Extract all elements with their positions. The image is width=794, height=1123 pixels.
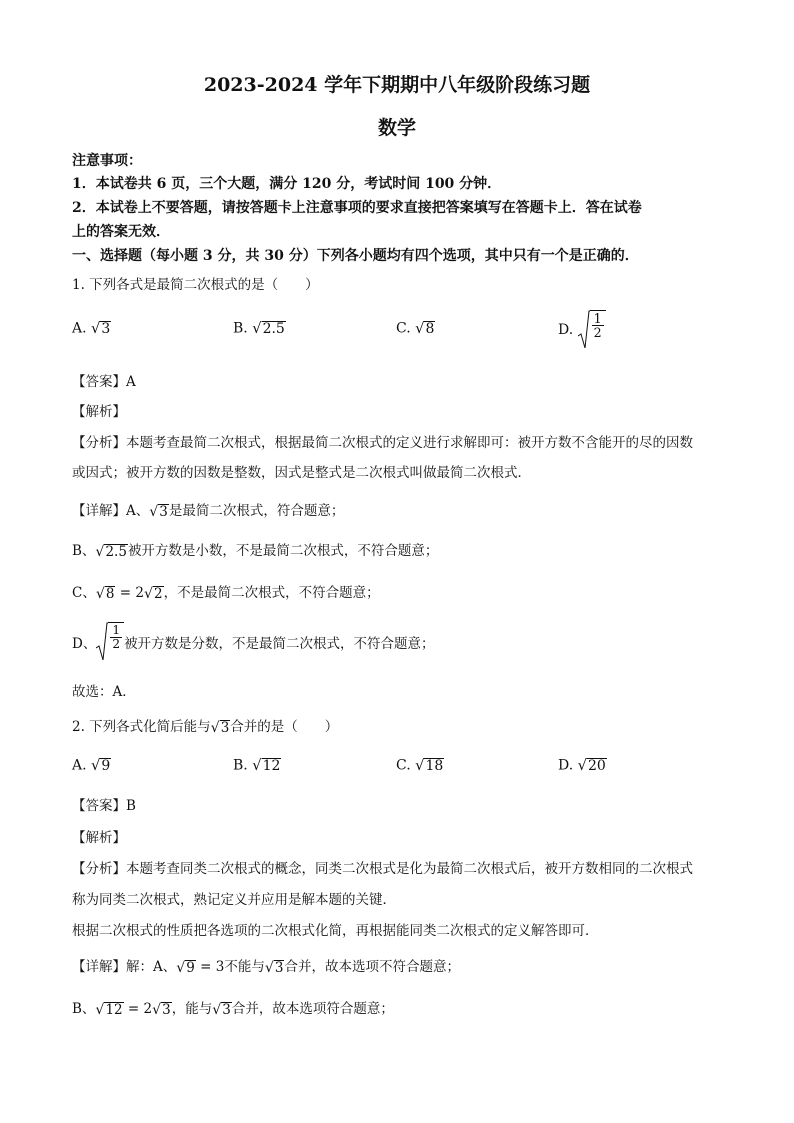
radicand: 12 — [262, 758, 281, 774]
detail-prefix: B、 — [72, 543, 96, 559]
sqrt-expression: √2.5 — [95, 543, 127, 560]
radicand: 2.5 — [262, 321, 285, 337]
question-1-answer — [72, 370, 136, 390]
question-1-detail-b — [72, 539, 438, 560]
detail-prefix: C、 — [72, 585, 96, 601]
radicand: 3 — [159, 503, 168, 520]
subject-title: 数学 — [377, 117, 416, 139]
stem-text: 2. 下列各式化简后能与 — [72, 719, 211, 735]
detail-prefix: D、 — [72, 636, 97, 652]
question-2-answer — [72, 794, 136, 814]
question-1-option-c — [396, 320, 435, 337]
radicand: 18 — [425, 758, 444, 774]
sqrt-expression: √3 — [210, 719, 230, 736]
answer-value: A — [126, 374, 136, 390]
detail-text: ，不是最简二次根式，不符合题意； — [163, 585, 380, 601]
radicand: 9 — [101, 758, 111, 774]
question-1-detail-c — [72, 581, 380, 602]
sqrt-expression: √12 — [252, 757, 281, 774]
detail-prefix: 解：A、 — [126, 959, 177, 975]
question-2-option-b — [233, 757, 281, 774]
detail-prefix: A、 — [126, 503, 150, 519]
notes-item-2a: 2．本试卷上不要答题，请按答题卡上注意事项的要求直接把答案填写在答题卡上．答在试卷 — [72, 200, 642, 216]
detail-text: 合并，故本选项符合题意； — [231, 1001, 394, 1017]
detail-text: 被开方数是小数，不是最简二次根式，不符合题意； — [127, 543, 439, 559]
question-2-option-c — [396, 757, 444, 774]
answer-value: B — [126, 798, 136, 814]
question-2-option-d — [558, 757, 607, 774]
sqrt-fraction-expression — [96, 622, 124, 662]
question-2-analysis-tag: 【解析】 — [72, 830, 126, 846]
question-1-fenxi-line-1 — [72, 431, 693, 451]
radicand: 8 — [105, 585, 115, 602]
radicand: 3 — [274, 959, 284, 976]
question-1-detail-d — [72, 622, 435, 662]
equation-part: = 2 — [115, 585, 144, 601]
question-1-detail-a — [72, 499, 344, 520]
sqrt-expression: √18 — [415, 757, 444, 774]
numerator: 1 — [593, 311, 602, 326]
section-heading: 一、选择题（每小题 3 分，共 30 分）下列各小题均有四个选项，其中只有一个是正确的． — [72, 248, 639, 264]
fenxi-tag: 【分析】 — [72, 861, 126, 877]
sqrt-expression: √2 — [143, 585, 163, 602]
denominator: 2 — [593, 325, 602, 341]
question-2-fenxi-line-2: 称为同类二次根式，熟记定义并应用是解本题的关键． — [72, 892, 396, 908]
equation-part: = 3 — [195, 959, 225, 975]
radicand: 2.5 — [105, 543, 127, 560]
notes-heading: 注意事项： — [72, 153, 142, 169]
sqrt-expression: √20 — [577, 757, 606, 774]
sqrt-expression: √2.5 — [252, 320, 285, 337]
detail-text: ，能与 — [171, 1001, 213, 1017]
sqrt-expression: √3 — [212, 1001, 231, 1018]
option-label: C. — [396, 757, 411, 774]
fenxi-text: 本题考查最简二次根式，根据最简二次根式的定义进行求解即可：被开方数不含能开的尽的因数 — [126, 435, 693, 451]
radicand: 2 — [153, 585, 163, 602]
question-1-stem: 1. 下列各式是最简二次根式的是（ ） — [72, 277, 319, 293]
option-label: B. — [233, 320, 248, 337]
equation-part: = 2 — [123, 1001, 153, 1017]
fenxi-text: 本题考查同类二次根式的概念，同类二次根式是化为最简二次根式后，被开方数相同的二次根式 — [126, 861, 693, 877]
question-1-analysis-tag: 【解析】 — [72, 404, 126, 420]
radical-sign — [578, 310, 590, 350]
detail-tag: 【详解】 — [72, 959, 126, 975]
option-label: D. — [558, 757, 574, 774]
numerator: 1 — [112, 623, 121, 637]
option-label: A. — [72, 757, 87, 774]
question-2-detail-a — [72, 955, 460, 976]
stem-text: 合并的是（ ） — [230, 719, 339, 735]
radicand: 9 — [186, 959, 195, 976]
radical-sign — [96, 622, 108, 662]
sqrt-expression: √3 — [152, 1001, 171, 1018]
option-label: C. — [396, 320, 411, 337]
sqrt-expression: √12 — [95, 1001, 123, 1018]
radicand: 8 — [425, 321, 435, 337]
sqrt-expression: √3 — [149, 503, 168, 520]
denominator: 2 — [112, 636, 121, 651]
question-2-fenxi-line-1 — [72, 857, 693, 877]
question-1-choose: 故选：A． — [72, 684, 136, 700]
radicand: 3 — [222, 1001, 231, 1018]
detail-tag: 【详解】 — [72, 503, 126, 519]
sqrt-expression: √3 — [91, 320, 111, 337]
option-label: D. — [558, 322, 574, 338]
radicand: 12 — [105, 1001, 123, 1018]
question-1-option-b — [233, 320, 286, 337]
answer-tag: 【答案】 — [72, 798, 126, 814]
radicand: 3 — [101, 321, 111, 337]
sqrt-expression: √9 — [91, 757, 111, 774]
radicand: 20 — [588, 758, 606, 774]
detail-text: 合并，故本选项不符合题意； — [284, 959, 460, 975]
notes-item-1: 1．本试卷共 6 页，三个大题，满分 120 分，考试时间 100 分钟． — [72, 176, 502, 192]
sqrt-expression: √8 — [415, 320, 435, 337]
option-label: B. — [233, 757, 248, 774]
question-2-fenxi-line-3: 根据二次根式的性质把各选项的二次根式化简，再根据能同类二次根式的定义解答即可． — [72, 923, 599, 939]
sqrt-expression: √8 — [95, 585, 115, 602]
detail-text: 不能与 — [224, 959, 265, 975]
option-label: A. — [72, 320, 87, 337]
question-2-option-a — [72, 757, 111, 774]
notes-item-2b: 上的答案无效． — [72, 224, 170, 240]
sqrt-expression: √3 — [264, 959, 284, 976]
question-1-fenxi-line-2: 或因式；被开方数的因数是整数，因式是整式是二次根式叫做最简二次根式． — [72, 465, 531, 481]
radicand: 3 — [162, 1001, 171, 1018]
sqrt-expression: √9 — [176, 959, 195, 976]
question-1-option-a — [72, 320, 111, 337]
question-2-detail-b — [72, 997, 394, 1018]
radicand: 3 — [220, 719, 230, 736]
question-1-option-d — [558, 310, 606, 350]
sqrt-fraction-expression — [578, 310, 606, 350]
detail-text: 是最简二次根式，符合题意； — [168, 503, 345, 519]
detail-text: 被开方数是分数，不是最简二次根式，不符合题意； — [124, 636, 435, 652]
page-title: 2023-2024 学年下期期中八年级阶段练习题 — [203, 74, 591, 96]
answer-tag: 【答案】 — [72, 374, 126, 390]
question-2-stem — [72, 715, 338, 736]
detail-prefix: B、 — [72, 1001, 96, 1017]
fenxi-tag: 【分析】 — [72, 435, 126, 451]
